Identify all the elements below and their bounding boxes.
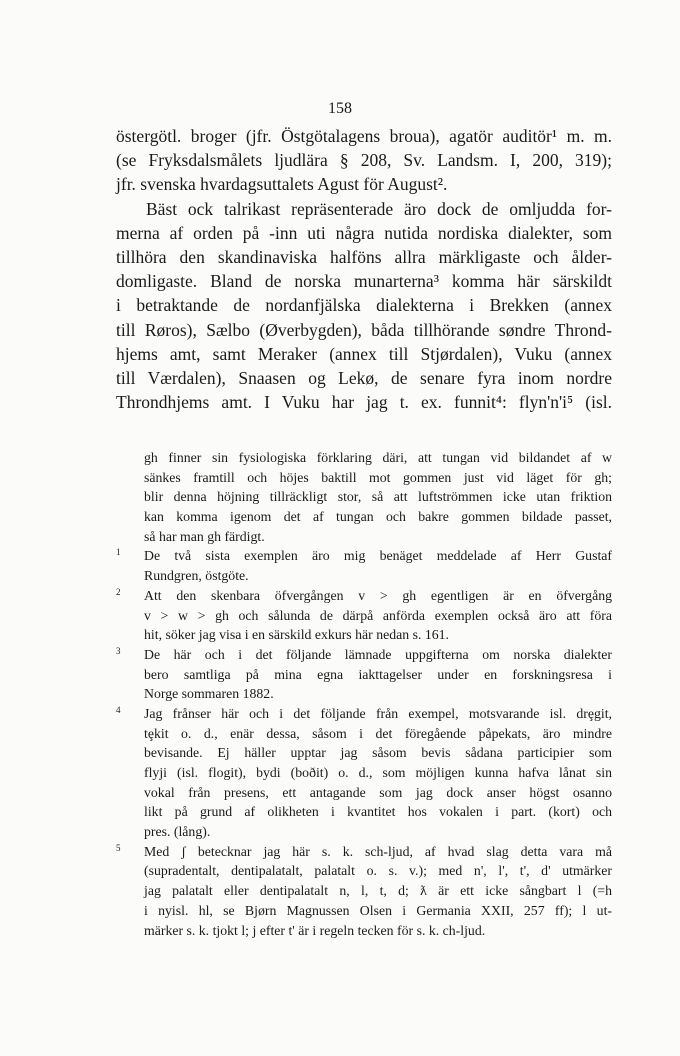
footnote-text: Jag frånser här och i det följande från exempel, motsvarande isl. drȩgit, — [144, 705, 612, 721]
footnote-text: likt på grund af olikheten i kvantitet hos vokalen i part. (kort) och — [144, 804, 612, 820]
footnote-text: Rundgren, östgöte. — [144, 568, 249, 584]
footnote-marker: 2 — [116, 586, 121, 597]
footnote-line — [116, 921, 612, 941]
footnote-line — [116, 625, 612, 645]
main-line: östergötl. broger (jfr. Östgötalagens broua), agatör auditör¹ m. m. — [116, 126, 612, 146]
footnote-line — [116, 822, 612, 842]
main-line: Throndhjems amt. I Vuku har jag t. ex. funnit⁴: flyn'n'i⁵ (isl. — [116, 392, 612, 413]
footnote-text: i nyisl. hl, se Bjørn Magnussen Olsen i Germania XXII, 257 ff); l ut- — [144, 902, 612, 918]
footnote-line — [116, 448, 612, 468]
footnote-marker: 5 — [116, 842, 121, 853]
footnote-text: pres. (lång). — [144, 824, 211, 840]
footnote-text: tȩkit o. d., enär dessa, såsom i det föregående påpekats, äro mindre — [144, 725, 612, 741]
footnote-text: bero samtliga på mina egna iakttagelser under en forskningsresa i — [144, 666, 612, 682]
footnote-line — [116, 901, 612, 921]
main-line: till Røros), Sælbo (Øverbygden), båda tillhörande søndre Thrond- — [116, 319, 612, 340]
footnote-line — [116, 842, 612, 862]
footnote-text: v > w > gh och sålunda de därpå anförda exemplen också äro att föra — [144, 607, 612, 623]
footnote-text: märker s. k. tjokt l; j efter t' är i regeln tecken för s. k. ch-ljud. — [144, 922, 486, 938]
footnote-line — [116, 665, 612, 685]
main-line: (se Fryksdalsmålets ljudlära § 208, Sv. Landsm. I, 200, 319); — [116, 150, 612, 171]
footnote-marker: 1 — [116, 547, 121, 558]
footnote-text: sänkes framtill och höjes baktill mot gommen just vid läget för gh; — [144, 469, 612, 485]
footnote-line — [116, 802, 612, 822]
footnote-text: (supradentalt, dentipalatalt, palatalt o. s. v.); med n', l', t', d' utmärker — [144, 863, 612, 879]
main-text — [116, 124, 612, 414]
footnote-line — [116, 783, 612, 803]
footnote-line — [116, 546, 612, 566]
main-line: tillhöra den skandinaviska halföns allra märkligaste och ålder- — [116, 246, 612, 267]
footnote-line — [116, 606, 612, 626]
footnote-text: bevisande. Ej häller upptar jag såsom bevis sådana participier som — [144, 745, 612, 761]
footnote-line — [116, 468, 612, 488]
footnote-marker: 3 — [116, 645, 121, 656]
footnote-text: kan komma igenom det af tungan och bakre gommen bildade passet, — [144, 509, 612, 525]
main-line: till Værdalen), Snaasen og Lekø, de senare fyra inom nordre — [116, 367, 612, 388]
footnote-text: flyji (isl. flogit), bydi (boðit) o. d., som möjligen kunna hafva lånat sin — [144, 765, 612, 780]
main-line: merna af orden på -inn uti några nutida nordiska dialekter, som — [116, 222, 612, 243]
footnote-text: Med ʃ betecknar jag här s. k. sch-ljud, af hvad slag detta vara må — [144, 843, 612, 859]
footnote-text: vokal från presens, ett antagande som jag dock anser högst osanno — [144, 784, 612, 800]
footnote-line — [116, 645, 612, 665]
footnote-line — [116, 566, 612, 586]
footnote-line — [116, 507, 612, 527]
footnote-text: Norge sommaren 1882. — [144, 686, 274, 702]
footnotes — [116, 448, 612, 940]
main-line: domligaste. Bland de norska munarterna³ komma här särskildt — [116, 271, 612, 292]
footnote-text: De här och i det följande lämnade uppgifterna om norska dialekter — [144, 646, 612, 662]
footnote-text: blir denna höjning tillräckligt stor, så att luftströmmen icke utan friktion — [144, 489, 612, 505]
main-line: i betraktande de nordanfjälska dialekterna i Brekken (annex — [116, 295, 612, 316]
footnote-line — [116, 586, 612, 606]
footnote-line — [116, 763, 612, 783]
main-line: jfr. svenska hvardagsuttalets Agust för August². — [116, 174, 448, 195]
footnote-marker: 4 — [116, 704, 121, 715]
footnote-text: jag palatalt eller dentipalatalt n, l, t, d; ƛ är ett icke sångbart l (=h — [144, 883, 612, 899]
main-line: Bäst ock talrikast repräsenterade äro dock de omljudda for- — [146, 198, 612, 219]
footnote-line — [116, 861, 612, 881]
footnote-line — [116, 487, 612, 507]
footnote-line — [116, 724, 612, 744]
footnote-line — [116, 684, 612, 704]
footnote-text: gh finner sin fysiologiska förklaring däri, att tungan vid bildandet af w — [144, 450, 612, 465]
footnote-text: hit, söker jag visa i en särskild exkurs här nedan s. 161. — [144, 627, 450, 643]
footnote-line — [116, 881, 612, 901]
footnote-line — [116, 743, 612, 763]
footnote-text: De två sista exemplen äro mig benäget meddelade af Herr Gustaf — [144, 548, 612, 564]
footnote-line — [116, 704, 612, 724]
page-number: 158 — [328, 100, 352, 117]
footnote-text: så har man gh färdigt. — [144, 528, 265, 544]
footnote-line — [116, 527, 612, 547]
main-line: hjems amt, samt Meraker (annex till Stjørdalen), Vuku (annex — [116, 343, 612, 364]
footnote-text: Att den skenbara öfvergången v > gh egentligen är en öfvergång — [144, 587, 612, 603]
